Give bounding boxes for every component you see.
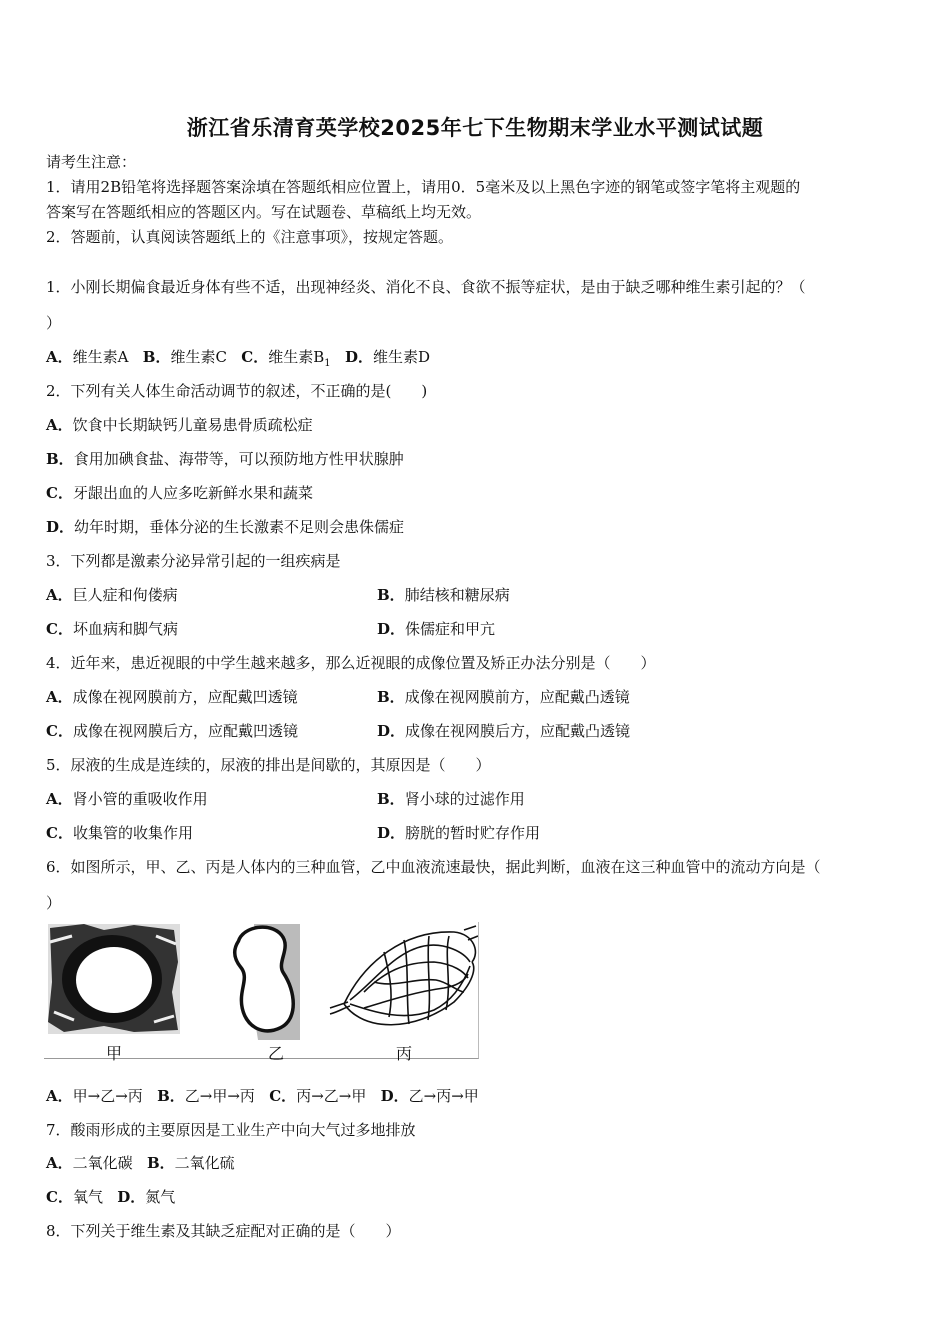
- q2-option-c: [46, 483, 313, 503]
- q1-option-a-label: A．: [46, 348, 73, 366]
- q5-option-c-label: C．: [46, 824, 73, 842]
- q3-option-c-text: 坏血病和脚气病: [72, 620, 178, 638]
- q1-stem-end: ）: [46, 314, 62, 332]
- q7-options-ab: [46, 1153, 235, 1173]
- q1-option-c-subscript: 1: [324, 358, 331, 369]
- q3-option-d-text: 侏儒症和甲亢: [405, 620, 496, 638]
- q1-option-c: 维生素B: [268, 348, 325, 366]
- q4-stem: 4．近年来，患近视眼的中学生越来越多，那么近视眼的成像位置及矫正办法分别是（ ）: [46, 654, 656, 672]
- q4-option-b-label: B．: [377, 688, 405, 706]
- q4-option-c-label: C．: [46, 722, 73, 740]
- q6-option-d-label: D．: [380, 1087, 409, 1105]
- q1-options: [46, 347, 430, 374]
- q4-option-d-label: D．: [377, 722, 406, 740]
- notice-line-1b: 答案写在答题纸相应的答题区内。写在试题卷、草稿纸上均无效。: [46, 203, 482, 221]
- q3-option-b: [377, 585, 510, 605]
- q1-option-d-label: D．: [344, 348, 373, 366]
- q2-stem: 2．下列有关人体生命活动调节的叙述，不正确的是( ): [46, 382, 428, 400]
- vessel-bing-drawing: [330, 926, 478, 1025]
- q3-option-a: [46, 585, 178, 605]
- q4-option-c: [46, 721, 298, 741]
- q8-stem: 8．下列关于维生素及其缺乏症配对正确的是（ ）: [46, 1222, 401, 1240]
- q7-option-c-label: C．: [46, 1188, 73, 1206]
- q5-option-b-label: B．: [377, 790, 405, 808]
- q7-option-d: 氮气: [145, 1188, 176, 1206]
- q3-option-a-label: A．: [46, 586, 73, 604]
- q7-option-b: 二氧化硫: [174, 1154, 235, 1172]
- q2-option-a-text: 饮食中长期缺钙儿童易患骨质疏松症: [72, 416, 313, 434]
- q3-option-b-text: 肺结核和糖尿病: [404, 586, 510, 604]
- q5-option-b-text: 肾小球的过滤作用: [404, 790, 525, 808]
- q6-stem: 6．如图所示，甲、乙、丙是人体内的三种血管，乙中血液流速最快，据此判断，血液在这三种血管中的流动方向是（: [46, 858, 821, 876]
- q5-option-c-text: 收集管的收集作用: [72, 824, 193, 842]
- figure-label-bing: 丙: [396, 1044, 413, 1063]
- q2-option-d: [46, 517, 404, 537]
- q5-option-d-label: D．: [377, 824, 406, 842]
- q3-option-c-label: C．: [46, 620, 73, 638]
- page-title: 浙江省乐清育英学校2025年七下生物期末学业水平测试试题: [186, 116, 764, 140]
- q2-option-c-label: C．: [46, 484, 73, 502]
- q3-option-b-label: B．: [377, 586, 405, 604]
- q2-option-b-text: 食用加碘食盐、海带等，可以预防地方性甲状腺肿: [73, 450, 404, 468]
- q4-option-b: [377, 687, 630, 707]
- q2-option-a-label: A．: [46, 416, 73, 434]
- q4-option-d: [377, 721, 630, 741]
- q7-option-a-label: A．: [46, 1154, 73, 1172]
- q2-option-b: [46, 449, 404, 469]
- q6-options: [46, 1086, 479, 1106]
- q3-option-a-text: 巨人症和佝偻病: [72, 586, 178, 604]
- notice-line-2: 2．答题前，认真阅读答题纸上的《注意事项》，按规定答题。: [46, 228, 454, 246]
- q1-option-b-label: B．: [142, 348, 171, 366]
- q3-option-d: [377, 619, 495, 639]
- q7-option-c: 氧气: [72, 1188, 103, 1206]
- vessel-jia-drawing: [48, 924, 180, 1034]
- q7-option-b-label: B．: [146, 1154, 175, 1172]
- q2-option-d-label: D．: [46, 518, 75, 536]
- q7-option-d-label: D．: [117, 1188, 146, 1206]
- q6-stem-end: ）: [46, 894, 62, 912]
- q6-option-c: 丙→乙→甲: [296, 1087, 367, 1105]
- q1-option-c-label: C．: [241, 348, 269, 366]
- figure-label-yi: 乙: [268, 1044, 285, 1063]
- q7-option-a: 二氧化碳: [72, 1154, 133, 1172]
- q1-option-a: 维生素A: [72, 348, 129, 366]
- q4-option-a: [46, 687, 298, 707]
- q6-option-b: 乙→甲→丙: [184, 1087, 255, 1105]
- q5-option-d-text: 膀胱的暂时贮存作用: [405, 824, 541, 842]
- q4-option-c-text: 成像在视网膜后方，应配戴凹透镜: [72, 722, 298, 740]
- q5-option-a-text: 肾小管的重吸收作用: [72, 790, 208, 808]
- q6-option-b-label: B．: [157, 1087, 185, 1105]
- q6-option-d: 乙→丙→甲: [408, 1087, 479, 1105]
- q1-stem: 1．小刚长期偏食最近身体有些不适，出现神经炎、消化不良、食欲不振等症状，是由于缺乏哪种维生素引起的？（: [46, 278, 806, 296]
- q5-option-d: [377, 823, 540, 843]
- q6-option-c-label: C．: [269, 1087, 297, 1105]
- q1-option-d: 维生素D: [372, 348, 430, 366]
- q5-option-b: [377, 789, 525, 809]
- q2-option-d-text: 幼年时期，垂体分泌的生长激素不足则会患侏儒症: [74, 518, 405, 536]
- q6-option-a: 甲→乙→丙: [72, 1087, 143, 1105]
- q5-option-a: [46, 789, 208, 809]
- q3-stem: 3．下列都是激素分泌异常引起的一组疾病是: [46, 552, 341, 570]
- q7-options-cd: [46, 1187, 175, 1207]
- figure-label-jia: 甲: [106, 1044, 123, 1063]
- q4-option-d-text: 成像在视网膜后方，应配戴凸透镜: [405, 722, 631, 740]
- q7-stem: 7．酸雨形成的主要原因是工业生产中向大气过多地排放: [46, 1121, 416, 1139]
- notice-heading: 请考生注意：: [46, 153, 137, 171]
- q4-option-a-text: 成像在视网膜前方，应配戴凹透镜: [72, 688, 298, 706]
- blood-vessel-figure: [44, 922, 479, 1059]
- q3-option-c: [46, 619, 178, 639]
- q5-option-c: [46, 823, 193, 843]
- q5-stem: 5．尿液的生成是连续的，尿液的排出是间歇的，其原因是（ ）: [46, 756, 491, 774]
- q1-option-b: 维生素C: [170, 348, 227, 366]
- q6-option-a-label: A．: [46, 1087, 73, 1105]
- blood-vessel-illustration: [44, 922, 478, 1040]
- q2-option-c-text: 牙龈出血的人应多吃新鲜水果和蔬菜: [72, 484, 313, 502]
- q4-option-b-text: 成像在视网膜前方，应配戴凸透镜: [404, 688, 630, 706]
- vessel-yi-drawing: [237, 924, 301, 1040]
- q5-option-a-label: A．: [46, 790, 73, 808]
- q2-option-b-label: B．: [46, 450, 74, 468]
- q3-option-d-label: D．: [377, 620, 406, 638]
- q2-option-a: [46, 415, 313, 435]
- q4-option-a-label: A．: [46, 688, 73, 706]
- notice-line-1a: 1．请用2B铅笔将选择题答案涂填在答题纸相应位置上，请用0．5毫米及以上黑色字迹的钢笔或签字笔将主观题的: [46, 178, 801, 196]
